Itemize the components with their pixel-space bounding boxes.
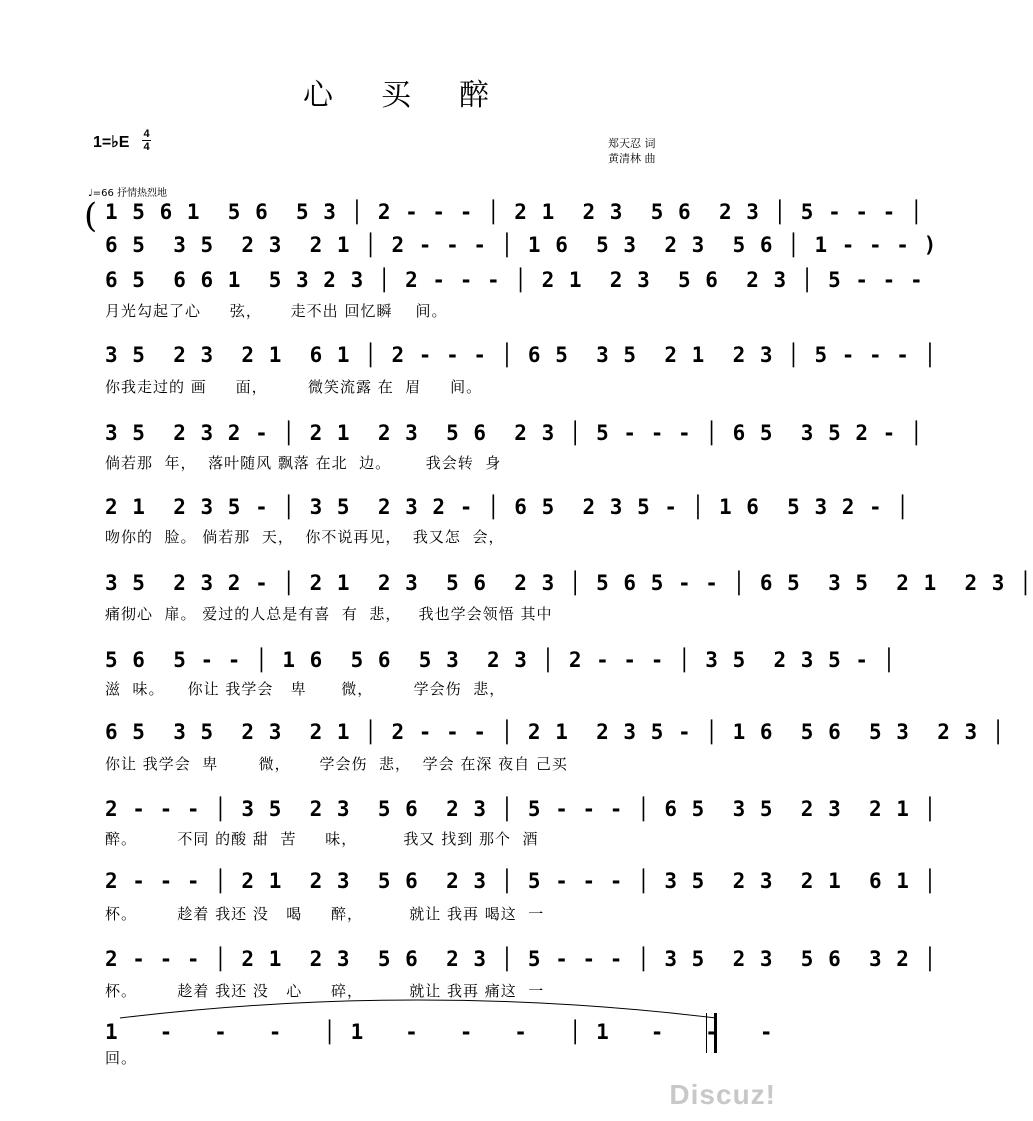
lyric-line: 滋 味。 你让 我学会 卑 微， 学会伤 悲，	[105, 680, 506, 698]
lyric-line: 你让 我学会 卑 微， 学会伤 悲， 学会 在深 夜自 己买	[105, 755, 568, 773]
lyric-line: 回。	[105, 1049, 138, 1067]
key-signature: 1=♭E	[93, 134, 130, 151]
lyric-line: 杯。 趁着 我还 没 喝 醉， 就让 我再 喝这 一	[105, 905, 545, 923]
notation-line: 3 5 2 3 2 - │ 2 1 2 3 5 6 2 3 │ 5 6 5 - - │ 6 5 3 5 2 1 2 3 │	[105, 571, 1033, 595]
composer-credit: 黄清林 曲	[608, 152, 656, 165]
time-signature-bottom: 4	[143, 141, 150, 153]
lyric-line: 醉。 不同 的酸 甜 苦 味， 我又 找到 那个 酒	[105, 830, 539, 848]
notation-line: 2 - - - │ 3 5 2 3 5 6 2 3 │ 5 - - - │ 6 5 3 5 2 3 2 1 │	[105, 797, 938, 821]
lyricist-credit: 郑天忍 词	[608, 137, 656, 150]
notation-line: 5 6 5 - - │ 1 6 5 6 5 3 2 3 │ 2 - - - │ 3 5 2 3 5 - │	[105, 648, 897, 672]
notation-line: 6 5 3 5 2 3 2 1 │ 2 - - - │ 2 1 2 3 5 - │ 1 6 5 6 5 3 2 3 │	[105, 720, 1006, 744]
notation-line: 2 - - - │ 2 1 2 3 5 6 2 3 │ 5 - - - │ 3 5 2 3 5 6 3 2 │	[105, 947, 938, 971]
credits	[608, 136, 656, 166]
lyric-line: 月光勾起了心 弦， 走不出 回忆瞬 间。	[105, 302, 448, 320]
lyric-line: 杯。 趁着 我还 没 心 碎， 就让 我再 痛这 一	[105, 982, 545, 1000]
notation-line: 3 5 2 3 2 1 6 1 │ 2 - - - │ 6 5 3 5 2 1 2 3 │ 5 - - - │	[105, 343, 938, 367]
tempo-marking: ♩=66 抒情热烈地	[88, 188, 167, 199]
final-barline	[706, 1013, 717, 1053]
notation-line: 6 5 3 5 2 3 2 1 │ 2 - - - │ 1 6 5 3 2 3 5 6 │ 1 - - - )	[105, 233, 938, 257]
song-title: 心买醉	[303, 78, 537, 113]
notation-line: 2 1 2 3 5 - │ 3 5 2 3 2 - │ 6 5 2 3 5 - │ 1 6 5 3 2 - │	[105, 495, 910, 519]
notation-line: 1 - - - │ 1 - - - │ 1 - - -	[105, 1020, 774, 1044]
time-signature-top: 4	[143, 128, 150, 140]
lyric-line: 吻你的 脸。 倘若那 天， 你不说再见， 我又怎 会，	[105, 528, 505, 546]
prelude-brace-open: (	[84, 196, 98, 236]
lyric-line: 倘若那 年， 落叶随风 飘落 在北 边。 我会转 身	[105, 454, 502, 472]
time-signature	[142, 128, 151, 153]
lyric-line: 你我走过的 画 面， 微笑流露 在 眉 间。	[105, 378, 483, 396]
notation-line: 3 5 2 3 2 - │ 2 1 2 3 5 6 2 3 │ 5 - - - │ 6 5 3 5 2 - │	[105, 421, 924, 445]
notation-line: 1 5 6 1 5 6 5 3 │ 2 - - - │ 2 1 2 3 5 6 2 3 │ 5 - - - │	[105, 200, 924, 224]
notation-line: 2 - - - │ 2 1 2 3 5 6 2 3 │ 5 - - - │ 3 5 2 3 2 1 6 1 │	[105, 869, 938, 893]
final-slur	[118, 990, 718, 1020]
lyric-line: 痛彻心 扉。 爱过的人总是有喜 有 悲， 我也学会领悟 其中	[105, 605, 553, 623]
notation-line: 6 5 6 6 1 5 3 2 3 │ 2 - - - │ 2 1 2 3 5 6 2 3 │ 5 - - -	[105, 268, 924, 292]
watermark: Discuz!	[669, 1079, 776, 1110]
